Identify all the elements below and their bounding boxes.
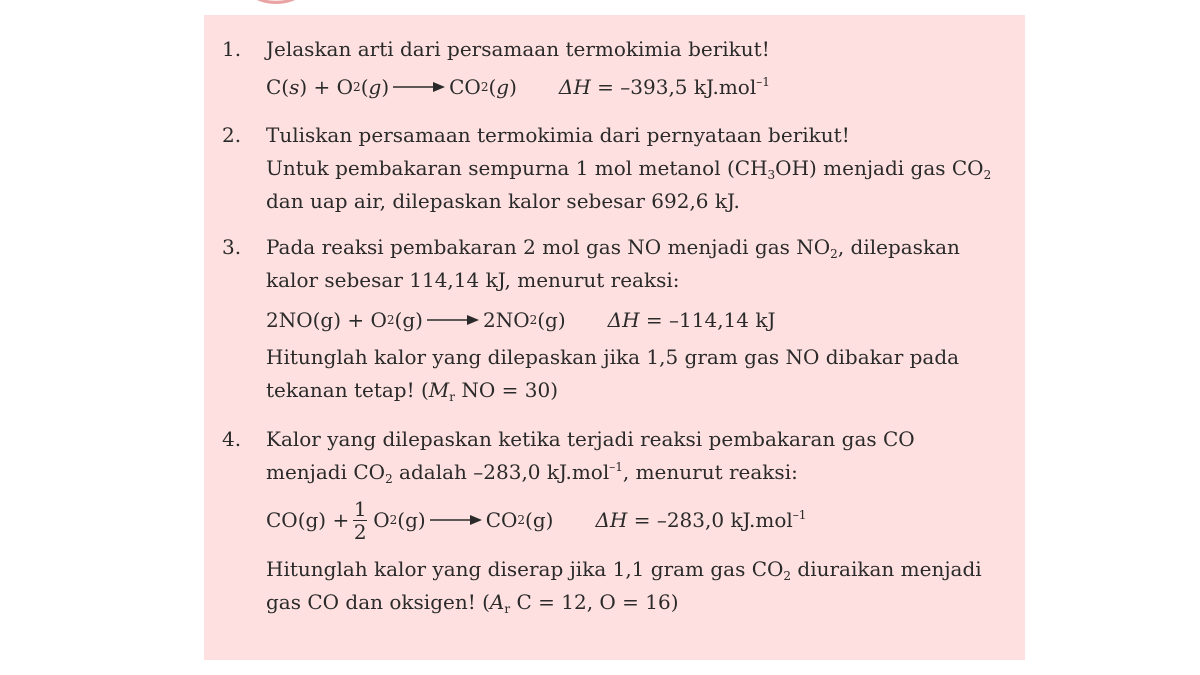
fraction-denominator: 2: [353, 519, 367, 544]
subscript: r: [504, 602, 511, 616]
delta-h-symbol: ΔH: [558, 75, 591, 99]
question-text: Jelaskan arti dari persamaan termokimia berikut!: [266, 37, 770, 61]
text-part: , dilepaskan: [837, 235, 960, 259]
eq-part: CO(g) +: [266, 508, 350, 532]
text-part: NO = 30): [455, 378, 559, 402]
eq-part: ) + O: [299, 75, 354, 99]
question-text: [266, 231, 1012, 264]
question-text: [266, 456, 1012, 489]
delta-h-value: = –114,14 kJ: [639, 308, 776, 332]
subscript: 2: [385, 472, 393, 486]
question-text: dan uap air, dilepaskan kalor sebesar 692,6 kJ.: [266, 189, 740, 213]
question-text: [266, 152, 1012, 185]
reaction-arrow-icon: [430, 514, 482, 526]
question-text: Kalor yang dilepaskan ketika terjadi reaksi pembakaran gas CO: [266, 427, 915, 451]
delta-h-symbol: ΔH: [607, 308, 640, 332]
eq-part: 2NO(g) + O: [266, 308, 387, 332]
text-part: C = 12, O = 16): [510, 590, 679, 614]
molar-mass-symbol: M: [428, 378, 450, 402]
text-part: Hitunglah kalor yang diserap jika 1,1 gram gas CO: [266, 557, 784, 581]
thermochemical-equation: 2NO(g) + O 2 (g) 2NO 2 (g) ΔH = –114,14 kJ: [266, 303, 1012, 337]
question-text: [266, 553, 1012, 586]
delta-h-value: = –393,5 kJ.mol: [590, 75, 757, 99]
enthalpy-change: [559, 70, 770, 104]
text-part: Untuk pembakaran sempurna 1 mol metanol (CH: [266, 156, 768, 180]
eq-part: (: [360, 75, 369, 99]
question-number: 2.: [222, 123, 242, 147]
superscript: –1: [609, 460, 623, 474]
eq-part: C(: [266, 75, 290, 99]
eq-part: (g): [525, 508, 554, 532]
subscript: 2: [983, 168, 992, 182]
fraction-numerator: 1: [353, 496, 367, 521]
eq-part: ): [381, 75, 390, 99]
eq-part: CO: [449, 75, 481, 99]
text-part: OH) menjadi gas CO: [775, 156, 984, 180]
thermochemical-equation: CO(g) + $\frac{1}{2}$ O 2 (g) CO 2 (g) ΔH = –283,0 kJ.mol$^{-1}$: [266, 496, 807, 544]
question-text: [266, 586, 1012, 619]
subscript: 2: [830, 247, 838, 261]
decorative-circle: [240, 0, 312, 4]
question-number: 3.: [222, 235, 242, 259]
thermochemical-equation: C( s ) + O 2 ( g ) CO 2 ( g ) ΔH = –393,5 kJ.mol$^{-1}$: [266, 70, 1012, 104]
eq-state: g: [496, 75, 510, 99]
atomic-mass-symbol: A: [489, 590, 505, 614]
text-part: adalah –283,0 kJ.mol: [392, 460, 610, 484]
delta-h-value: = –283,0 kJ.mol: [627, 508, 793, 532]
eq-part: ): [509, 75, 517, 99]
reaction-arrow-icon: [393, 81, 445, 93]
eq-superscript: –1: [792, 508, 807, 522]
question-text: Hitunglah kalor yang dilepaskan jika 1,5 gram gas NO dibakar pada: [266, 345, 960, 369]
text-part: diuraikan menjadi: [791, 557, 982, 581]
subscript: 2: [783, 569, 792, 583]
question-text: [266, 374, 1012, 407]
subscript: 3: [767, 168, 776, 182]
text-part: gas CO dan oksigen! (: [266, 590, 490, 614]
text-part: Pada reaksi pembakaran 2 mol gas NO menjadi gas NO: [266, 235, 831, 259]
fraction-one-half: [353, 496, 367, 544]
exercise-card: [204, 15, 1025, 660]
question-text: kalor sebesar 114,14 kJ, menurut reaksi:: [266, 268, 680, 292]
reaction-arrow-icon: [427, 314, 479, 326]
eq-superscript: –1: [756, 75, 770, 89]
eq-part: CO: [485, 508, 518, 532]
eq-part: (g): [537, 308, 566, 332]
question-number: 4.: [222, 427, 242, 451]
eq-part: (g): [394, 308, 423, 332]
eq-part: (: [488, 75, 497, 99]
eq-part: O: [373, 508, 390, 532]
eq-state: s: [289, 75, 300, 99]
eq-part: (g): [397, 508, 426, 532]
question-number: 1.: [222, 37, 242, 61]
eq-state: g: [368, 75, 382, 99]
enthalpy-change: [595, 503, 806, 537]
enthalpy-change: [608, 303, 776, 337]
text-part: , menurut reaksi:: [622, 460, 798, 484]
question-text: Tuliskan persamaan termokimia dari pernyataan berikut!: [266, 123, 850, 147]
eq-part: 2NO: [482, 308, 530, 332]
text-part: menjadi CO: [266, 460, 386, 484]
text-part: tekanan tetap! (: [266, 378, 429, 402]
delta-h-symbol: ΔH: [595, 508, 628, 532]
subscript: r: [449, 390, 456, 404]
